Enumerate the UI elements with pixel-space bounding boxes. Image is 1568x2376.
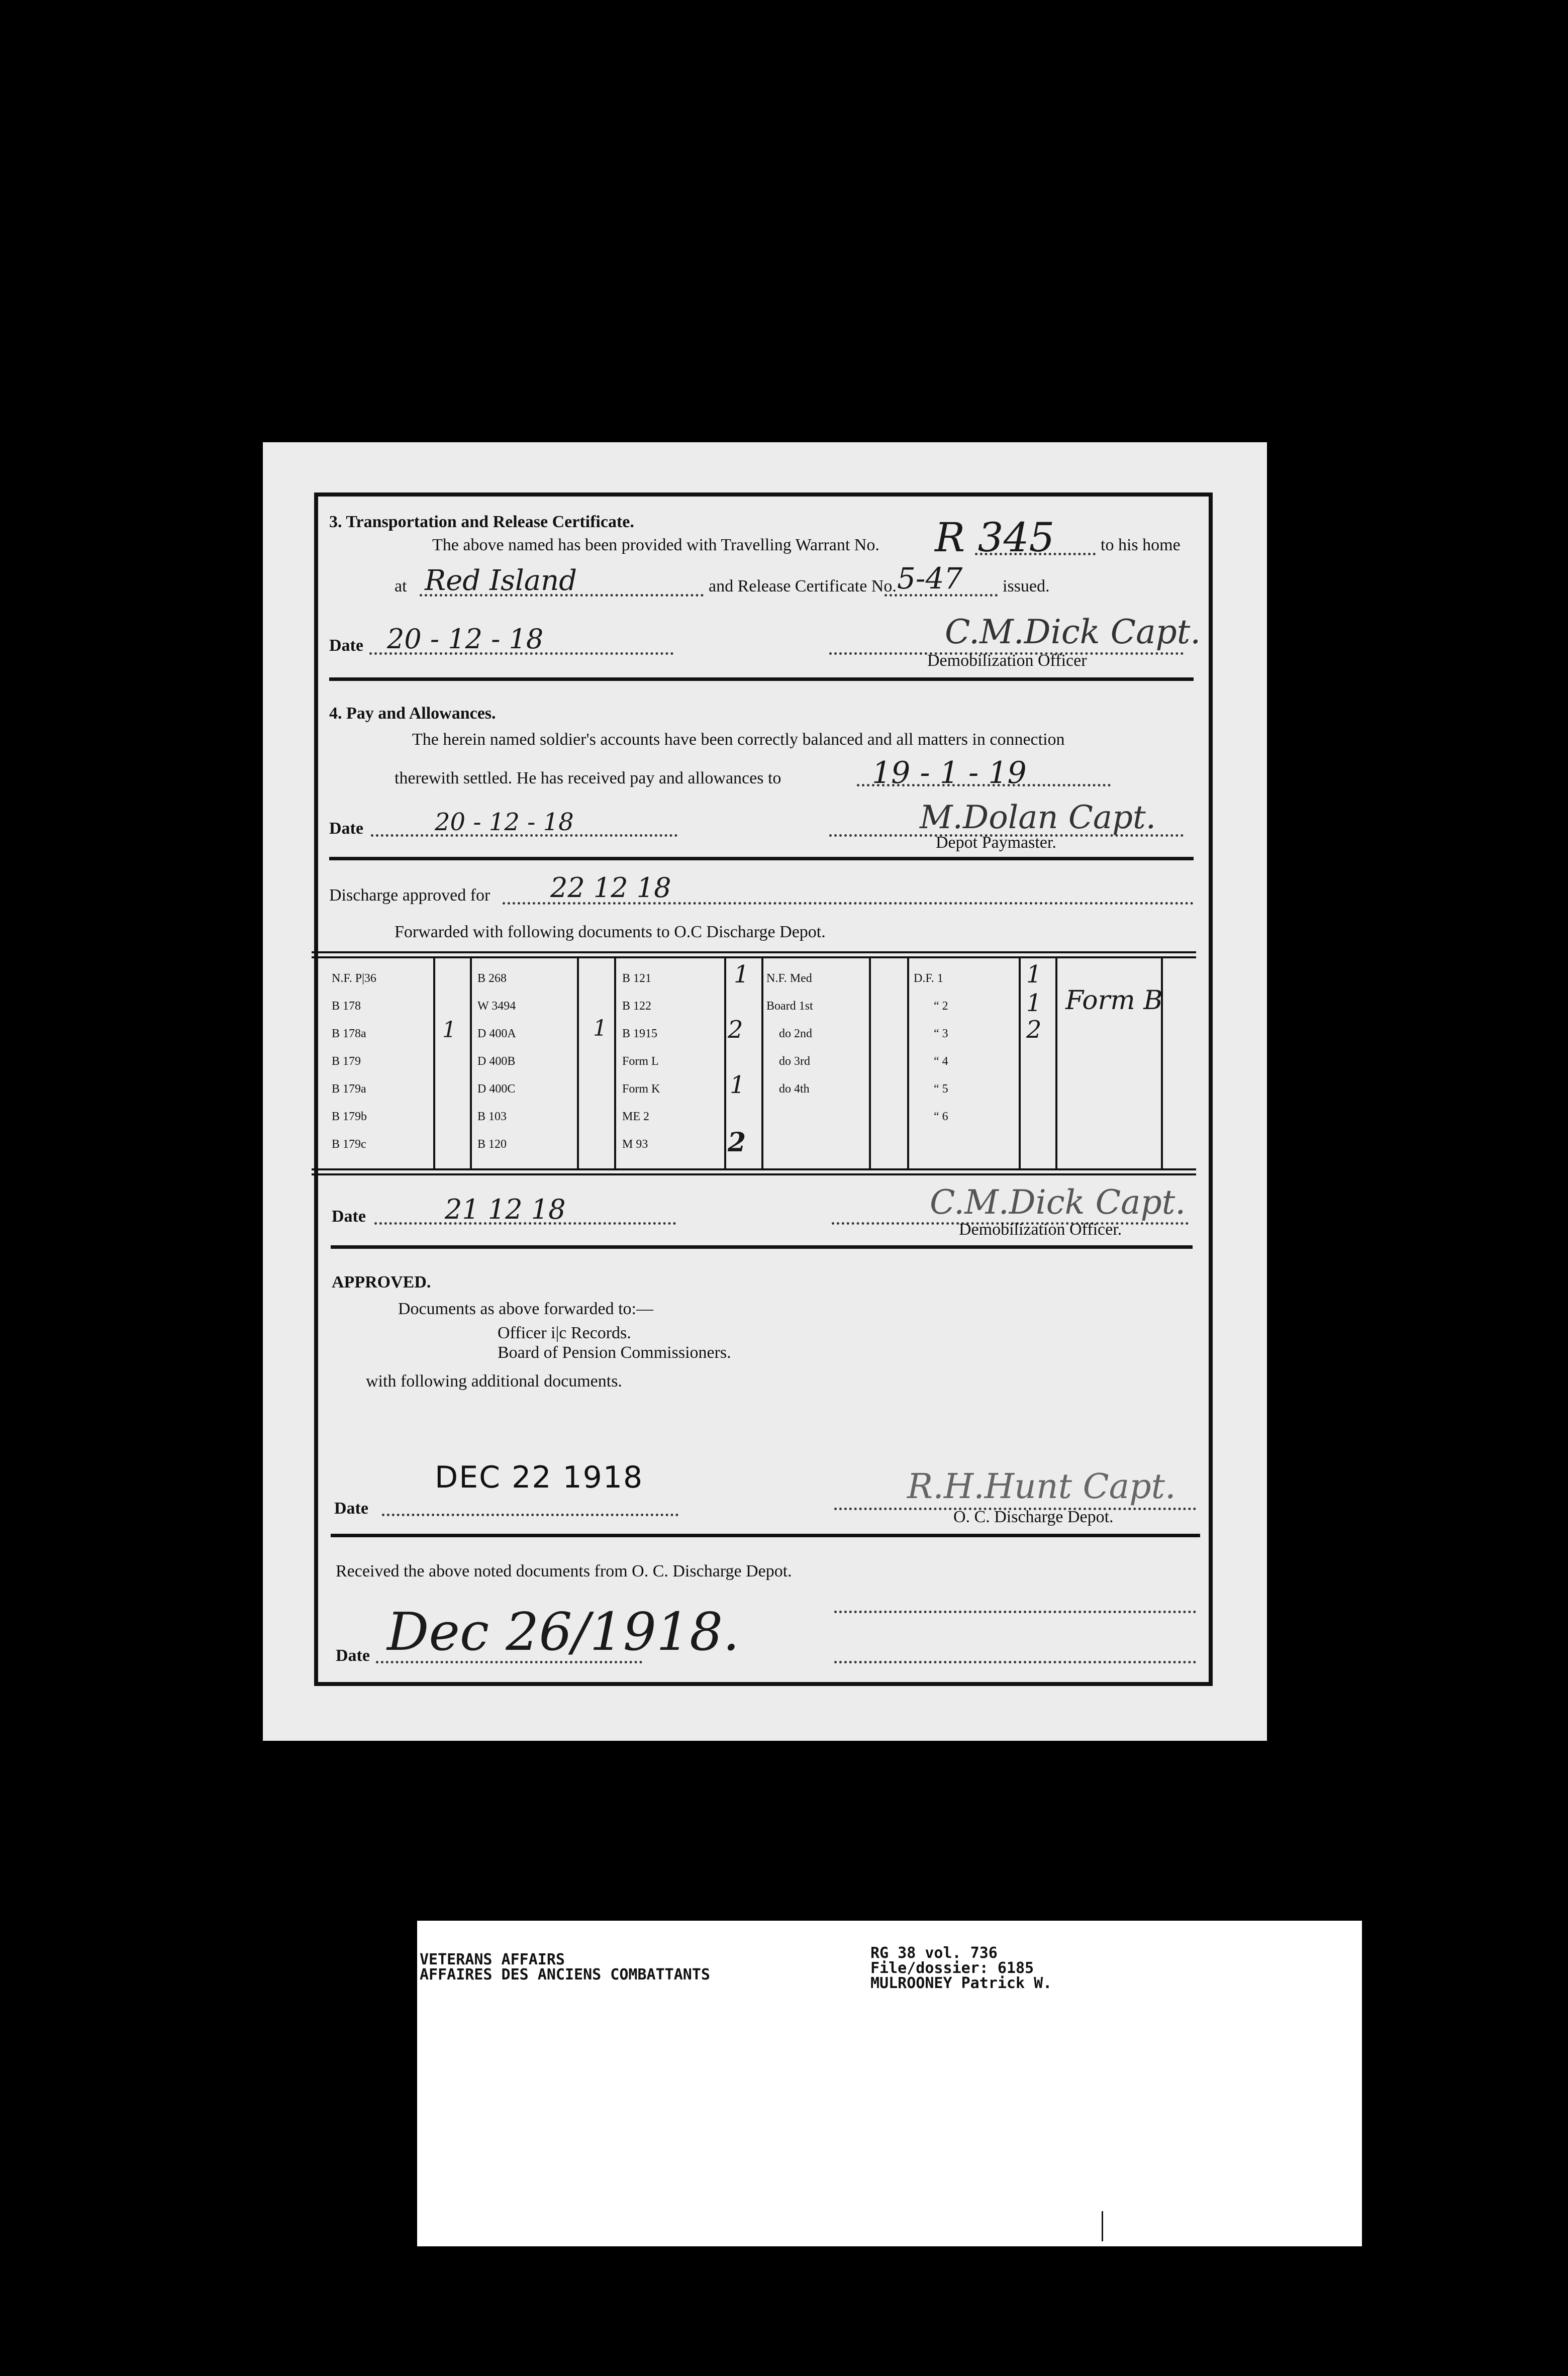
- col-line: [470, 958, 472, 1168]
- label-agency-fr: AFFAIRES DES ANCIENS COMBATTANTS: [420, 1966, 710, 1984]
- rule-3: [331, 1245, 1193, 1249]
- table-cell: B 179c: [332, 1138, 366, 1151]
- section3-date-label: Date: [329, 636, 363, 655]
- section5-signature: C.M.Dick Capt.: [930, 1183, 1186, 1222]
- table-cell: do 4th: [779, 1082, 810, 1096]
- section3-heading: 3. Transportation and Release Certificate.: [329, 513, 634, 531]
- table-cell: N.F. P|36: [332, 972, 376, 985]
- table-bottom-rule-2: [312, 1173, 1196, 1175]
- table-cell: “ 4: [934, 1055, 948, 1068]
- hand-pay-to: 19 - 1 - 19: [872, 755, 1027, 790]
- label-name: MULROONEY Patrick W.: [870, 1974, 1052, 1992]
- hand-section5-date: 21 12 18: [445, 1194, 566, 1225]
- col-line: [761, 958, 763, 1168]
- received-date-stamp: DEC 22 1918: [435, 1460, 644, 1495]
- hand-discharge-date: 22 12 18: [550, 872, 671, 904]
- col-line: [433, 958, 435, 1168]
- approved-line3: Board of Pension Commissioners.: [498, 1343, 731, 1362]
- received-date-label: Date: [336, 1646, 370, 1665]
- approved-line4: with following additional documents.: [366, 1372, 622, 1391]
- hand-mark: 1: [1026, 960, 1042, 988]
- table-top-rule-2: [312, 956, 1196, 958]
- received-dots-2: [834, 1661, 1196, 1663]
- hand-mark: 1: [1026, 989, 1042, 1017]
- form-border: [314, 492, 1213, 1686]
- col-line: [724, 958, 726, 1168]
- hand-mark: 1: [593, 1016, 607, 1041]
- table-cell: B 103: [477, 1110, 507, 1123]
- table-cell: “ 3: [934, 1027, 948, 1040]
- forwarded-line: Forwarded with following documents to O.C Discharge Depot.: [395, 923, 826, 941]
- received-line: Received the above noted documents from O. C. Discharge Depot.: [336, 1562, 792, 1580]
- section4-officer-label: Depot Paymaster.: [936, 833, 1056, 852]
- hand-mark: 1: [442, 1017, 456, 1043]
- table-cell: N.F. Med: [766, 972, 812, 985]
- table-cell: do 2nd: [779, 1027, 812, 1040]
- hand-mark: Form B: [1065, 985, 1163, 1016]
- hand-section4-date: 20 - 12 - 18: [435, 808, 574, 836]
- col-line: [869, 958, 871, 1168]
- label-file-number: File/dossier: 6185: [870, 1959, 1034, 1977]
- table-cell: “ 5: [934, 1082, 948, 1096]
- section4-signature: M.Dolan Capt.: [920, 799, 1156, 836]
- table-cell: B 178: [332, 1000, 361, 1013]
- table-cell: B 1915: [622, 1027, 658, 1040]
- rule-1: [329, 677, 1194, 681]
- label-mark: [1102, 2211, 1103, 2241]
- hand-mark: 2: [1026, 1016, 1042, 1044]
- table-cell: do 3rd: [779, 1055, 810, 1068]
- hand-mark: 1: [734, 960, 749, 988]
- table-bottom-rule-1: [312, 1168, 1196, 1170]
- section3-officer-label: Demobilization Officer: [927, 651, 1087, 670]
- section3-line1: The above named has been provided with Travelling Warrant No.: [432, 536, 879, 554]
- hand-mark: 2: [728, 1127, 746, 1158]
- received-dots-1: [834, 1611, 1196, 1613]
- approved-line1: Documents as above forwarded to:—: [398, 1300, 653, 1318]
- table-cell: D 400C: [477, 1082, 516, 1096]
- section3-issued: issued.: [1003, 577, 1050, 596]
- table-cell: Form L: [622, 1055, 659, 1068]
- table-cell: ME 2: [622, 1110, 649, 1123]
- approved-signature: R.H.Hunt Capt.: [907, 1467, 1176, 1507]
- hand-mark: 2: [728, 1016, 743, 1044]
- label-record-group: RG 38 vol. 736: [870, 1944, 998, 1962]
- hand-home: Red Island: [425, 564, 577, 597]
- col-line: [907, 958, 909, 1168]
- table-cell: B 178a: [332, 1027, 366, 1040]
- hand-cert-number: 5-47: [897, 561, 963, 596]
- table-cell: B 179a: [332, 1082, 366, 1096]
- section4-line1: The herein named soldier's accounts have been correctly balanced and all matters in connection: [412, 730, 1065, 749]
- approved-line2: Officer i|c Records.: [498, 1324, 631, 1342]
- section3-signature: C.M.Dick Capt.: [945, 613, 1201, 651]
- table-cell: M 93: [622, 1138, 648, 1151]
- col-line: [577, 958, 579, 1168]
- table-cell: D.F. 1: [914, 972, 943, 985]
- table-cell: W 3494: [477, 1000, 516, 1013]
- table-cell: B 122: [622, 1000, 652, 1013]
- table-cell: B 121: [622, 972, 652, 985]
- table-cell: “ 6: [934, 1110, 948, 1123]
- approved-date-label: Date: [334, 1499, 368, 1518]
- hand-section3-date: 20 - 12 - 18: [387, 623, 544, 655]
- table-top-rule-1: [312, 951, 1196, 953]
- table-cell: D 400A: [477, 1027, 516, 1040]
- section3-line2-mid: and Release Certificate No.: [709, 577, 897, 596]
- col-line: [1055, 958, 1057, 1168]
- table-cell: B 179b: [332, 1110, 367, 1123]
- rule-4: [331, 1534, 1200, 1537]
- col-line: [614, 958, 616, 1168]
- table-cell: B 120: [477, 1138, 507, 1151]
- section4-line2: therewith settled. He has received pay and allowances to: [395, 769, 781, 787]
- section5-officer-label: Demobilization Officer.: [959, 1220, 1122, 1239]
- col-line: [1019, 958, 1021, 1168]
- label-agency-en: VETERANS AFFAIRS: [420, 1951, 565, 1968]
- section5-date-label: Date: [332, 1207, 366, 1226]
- approved-date-dots: [382, 1514, 678, 1516]
- table-cell: Form K: [622, 1082, 660, 1096]
- table-cell: Board 1st: [766, 1000, 813, 1013]
- discharge-approved-label: Discharge approved for: [329, 886, 491, 905]
- section4-heading: 4. Pay and Allowances.: [329, 704, 496, 723]
- table-cell: “ 2: [934, 1000, 948, 1013]
- table-cell: D 400B: [477, 1055, 516, 1068]
- rule-2: [329, 857, 1194, 860]
- section4-date-label: Date: [329, 819, 363, 838]
- hand-received-date: Dec 26/1918.: [387, 1601, 740, 1662]
- section3-at: at: [395, 577, 407, 596]
- approved-officer-label: O. C. Discharge Depot.: [953, 1508, 1114, 1526]
- section3-line1-end: to his home: [1101, 536, 1181, 554]
- table-cell: B 268: [477, 972, 507, 985]
- approved-heading: APPROVED.: [332, 1273, 431, 1292]
- hand-mark: 1: [730, 1071, 745, 1099]
- table-cell: B 179: [332, 1055, 361, 1068]
- hand-warrant-number: R 345: [935, 514, 1055, 561]
